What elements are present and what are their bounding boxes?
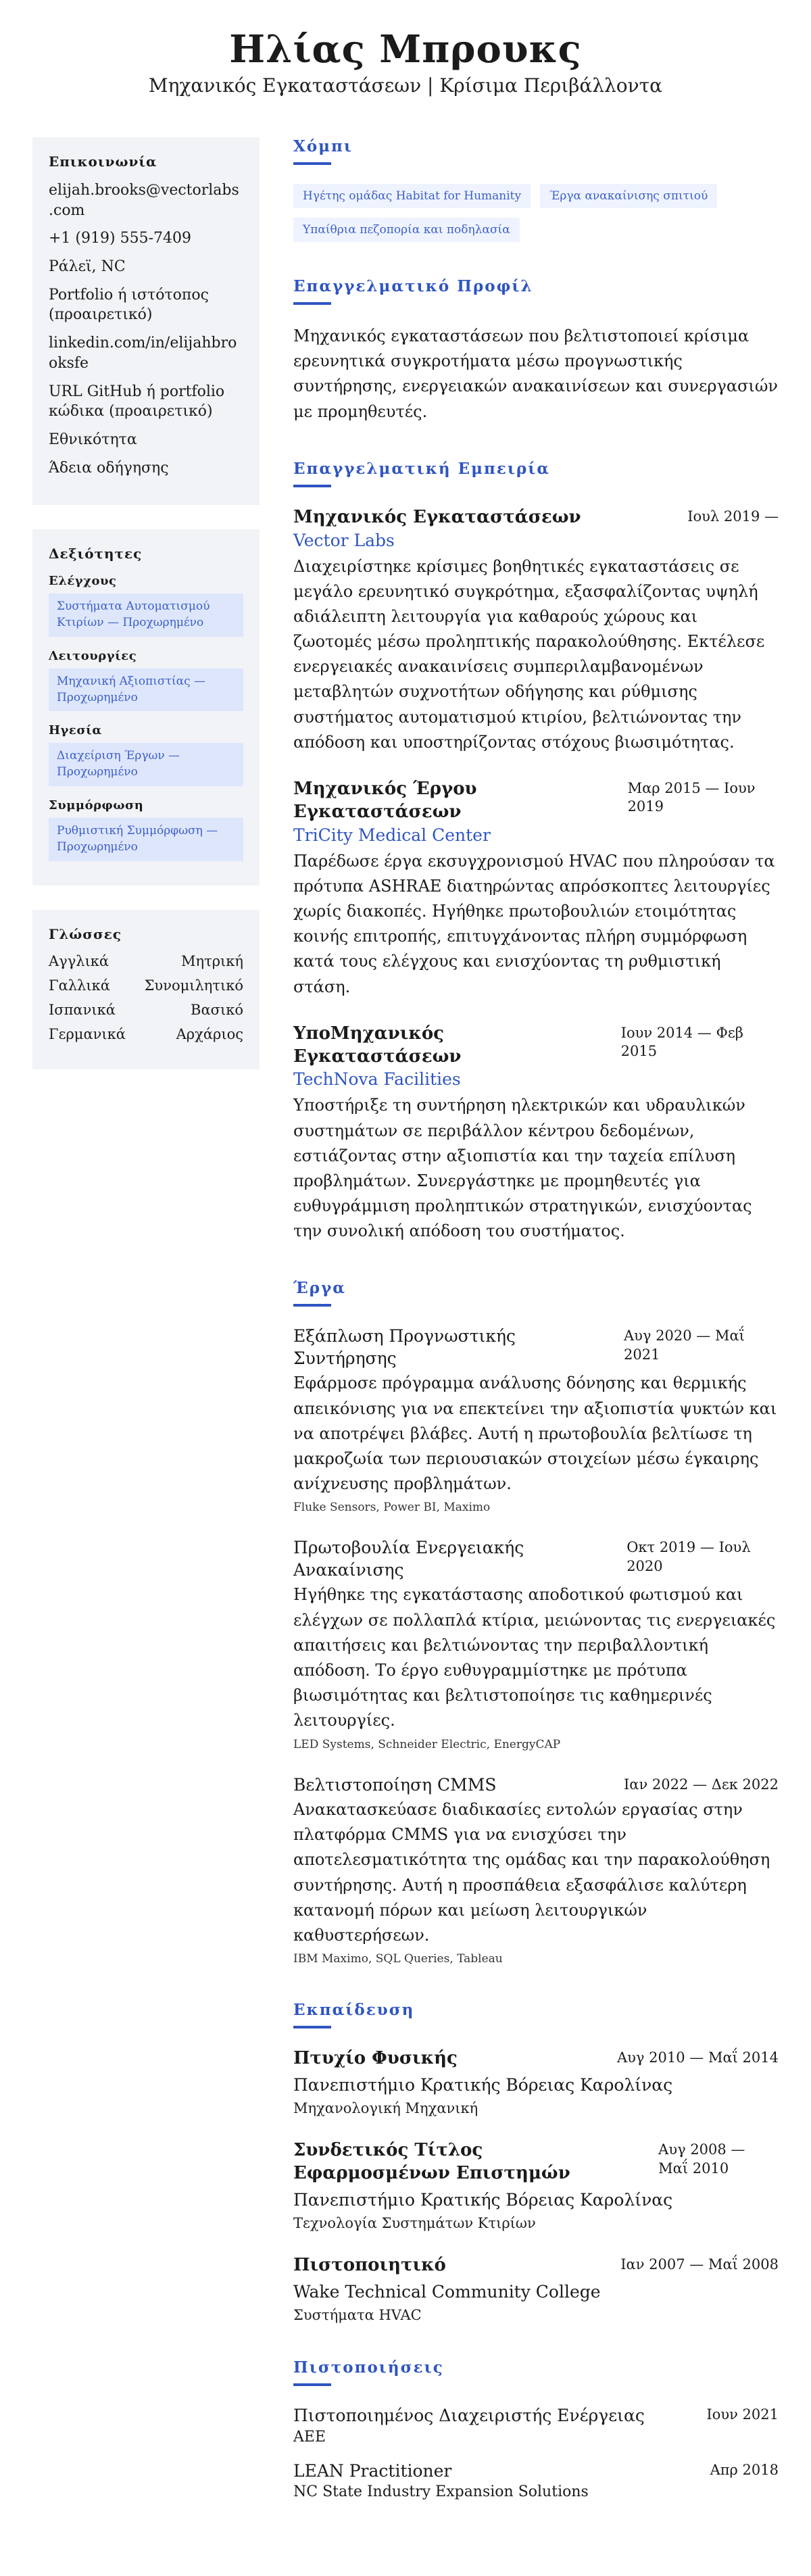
language-name: Ισπανικά (49, 1001, 116, 1018)
skill-chip: Μηχανική Αξιοπιστίας — Προχωρημένο (49, 669, 243, 712)
main-content (293, 137, 779, 2535)
profile-summary: Μηχανικός εγκαταστάσεων που βελτιστοποιεί κρίσιμα ερευνητικά συγκροτήματα μέσω προγνωστικής συντήρησης, ενεργειακών ανακαινίσεων και συνεργασιών με προμηθευτές. (293, 326, 778, 421)
experience-entry (293, 506, 779, 755)
field-of-study: Τεχνολογία Συστημάτων Κτιρίων (293, 2215, 536, 2232)
project-title: Βελτιστοποίηση CMMS (293, 1774, 497, 1795)
education-entry (293, 2139, 779, 2231)
certification-entry (293, 2460, 779, 2501)
job-dates: Ιουν 2014 — Φεβ 2015 (620, 1024, 743, 1060)
project-description: Ανακατασκεύασε διαδικασίες εντολών εργασίας στην πλατφόρμα CMMS για να ενισχύσει την αποτελεσματικότητα της ομάδας και την παρακολούθηση συντήρησης. Αυτή η προσπάθεια εξασφάλισε καλύτερη κατανομή πόρων και μείωση λειτουργικών καθυστερήσεων. (293, 1800, 770, 1945)
certification-issuer: NC State Industry Expansion Solutions (293, 2483, 589, 2501)
language-level: Μητρική (181, 952, 243, 969)
skills-panel (32, 529, 260, 885)
degree-title: Συνδετικός Τίτλος Εφαρμοσμένων Επιστημών (293, 2140, 570, 2184)
contact-location: Ράλεϊ, NC (49, 258, 126, 276)
degree-title: Πτυχίο Φυσικής (293, 2048, 458, 2069)
section-title: Επαγγελματικό Προφίλ (293, 277, 533, 295)
resume-layout (32, 137, 779, 2535)
contact-driving-license: Άδεια οδήγησης (49, 459, 169, 477)
certification-date: Ιουν 2021 (706, 2406, 779, 2423)
certification-info (293, 2460, 589, 2501)
field-of-study: Μηχανολογική Μηχανική (293, 2100, 478, 2117)
certification-name: LEAN Practitioner (293, 2460, 452, 2481)
section-title: Έργα (293, 1279, 346, 1298)
language-name: Αγγλικά (49, 952, 109, 969)
job-title: ΥποΜηχανικός Εγκαταστάσεων (293, 1023, 462, 1067)
certification-name: Πιστοποιημένος Διαχειριστής Ενέργειας (293, 2406, 645, 2426)
project-dates: Οκτ 2019 — Ιουλ 2020 (626, 1539, 751, 1574)
job-title: Μηχανικός Εγκαταστάσεων (293, 506, 581, 527)
section-divider (293, 2026, 331, 2028)
skill-chip: Ρυθμιστική Συμμόρφωση — Προχωρημένο (49, 818, 243, 861)
section-title: Πιστοποιήσεις (293, 2358, 444, 2377)
hobby-tags (293, 184, 779, 242)
entry-header (293, 1326, 779, 1369)
profile-section (293, 277, 779, 424)
hobbies-section (293, 137, 779, 242)
education-entry (293, 2047, 779, 2116)
hobby-tag: Ηγέτης ομάδας Habitat for Humanity (293, 184, 531, 208)
section-divider (293, 1304, 331, 1307)
contact-email[interactable]: elijah.brooks@vectorlabs.com (49, 182, 239, 219)
resume-header (32, 27, 779, 97)
language-row (49, 953, 243, 969)
project-entry (293, 1537, 779, 1751)
section-title: Εκπαίδευση (293, 2001, 415, 2020)
candidate-subtitle: Μηχανικός Εγκαταστάσεων | Κρίσιμα Περιβάλλοντα (148, 74, 663, 97)
education-section (293, 2001, 779, 2323)
entry-header (293, 2047, 779, 2070)
entry-header (293, 2254, 779, 2277)
experience-section (293, 460, 779, 1244)
job-dates: Μαρ 2015 — Ιουν 2019 (627, 780, 756, 815)
section-title: Χόμπι (293, 137, 353, 155)
skill-group-title: Συμμόρφωση (49, 798, 144, 813)
contact-portfolio: Portfolio ή ιστότοπος (προαιρετικό) (49, 286, 209, 324)
skill-group-title: Ηγεσία (49, 723, 102, 738)
contact-nationality: Εθνικότητα (49, 431, 137, 448)
hobby-tag: Υπαίθρια πεζοπορία και ποδηλασία (293, 218, 520, 242)
skill-group-title: Ελέγχους (49, 574, 117, 589)
certification-date: Απρ 2018 (710, 2461, 779, 2478)
section-divider (293, 2383, 331, 2386)
entry-header (293, 778, 779, 824)
section-divider (293, 302, 331, 305)
skill-chip: Συστήματα Αυτοματισμού Κτιρίων — Προχωρημένο (49, 593, 243, 637)
contact-github: URL GitHub ή portfolio κώδικα (προαιρετικό) (49, 383, 225, 420)
certification-issuer: AEE (293, 2428, 326, 2446)
certifications-section (293, 2358, 779, 2500)
education-dates: Αυγ 2010 — Μαΐ 2014 (617, 2049, 779, 2066)
language-name: Γερμανικά (49, 1025, 126, 1042)
skill-group-title: Λειτουργίες (49, 648, 137, 663)
employer-name: TriCity Medical Center (293, 825, 491, 845)
project-entry (293, 1326, 779, 1514)
skills-title: Δεξιότητες (49, 545, 143, 562)
institution-name: Πανεπιστήμιο Κρατικής Βόρειας Καρολίνας (293, 2189, 673, 2210)
contact-linkedin[interactable]: linkedin.com/in/elijahbrooksfe (49, 335, 237, 372)
education-dates: Αυγ 2008 — Μαΐ 2010 (658, 2141, 745, 2177)
candidate-name: Ηλίας Μπρουκς (229, 27, 582, 72)
languages-panel (32, 910, 260, 1069)
employer-name: Vector Labs (293, 530, 395, 550)
education-entry (293, 2254, 779, 2323)
project-description: Ηγήθηκε της εγκατάστασης αποδοτικού φωτισμού και ελέγχων σε πολλαπλά κτίρια, μειώνοντας τις ενεργειακές απαιτήσεις και βελτιώνοντας την περιβαλλοντική απόδοση. Το έργο ευθυγραμμίστηκε με πρότυπα βιωσιμότητας και βελτιστοποίησε τις καθημερινές λειτουργίες. (293, 1585, 776, 1730)
institution-name: Wake Technical Community College (293, 2281, 601, 2302)
project-dates: Ιαν 2022 — Δεκ 2022 (623, 1776, 779, 1793)
project-title: Πρωτοβουλία Ενεργειακής Ανακαίνισης (293, 1538, 524, 1580)
entry-header (293, 2139, 779, 2185)
language-level: Αρχάριος (176, 1025, 243, 1042)
certification-entry (293, 2405, 779, 2446)
field-of-study: Συστήματα HVAC (293, 2307, 422, 2324)
experience-entry (293, 1023, 779, 1244)
hobby-tag: Έργα ανακαίνισης σπιτιού (540, 184, 717, 208)
employer-name: TechNova Facilities (293, 1069, 461, 1090)
project-description: Εφάρμοσε πρόγραμμα ανάλυσης δόνησης και θερμικής απεικόνισης για να επεκτείνει την αξιοπιστία ψυκτών και να αποτρέψει βλάβες. Αυτή η πρωτοβουλία βελτίωσε τη μακροζωία των περιουσιακών στοιχείων μέσω έγκαιρης ανίχνευσης προβλημάτων. (293, 1374, 777, 1494)
entry-header (293, 1023, 779, 1069)
section-divider (293, 485, 331, 487)
experience-entry (293, 778, 779, 1000)
job-title: Μηχανικός Έργου Εγκαταστάσεων (293, 779, 477, 822)
job-description: Υποστήριξε τη συντήρηση ηλεκτρικών και υδραυλικών συστημάτων σε περιβάλλον κέντρου δεδομένων, εστιάζοντας στην αξιοπιστία και την ταχεία επίλυση προβλημάτων. Συνεργάστηκε με προμηθευτές για ευθυγράμμιση προληπτικών στρατηγικών, ενισχύοντας την συνολική απόδοση του συστήματος. (293, 1096, 752, 1241)
contact-phone[interactable]: +1 (919) 555-7409 (49, 230, 191, 247)
certification-info (293, 2405, 645, 2446)
section-divider (293, 162, 331, 165)
degree-title: Πιστοποιητικό (293, 2255, 446, 2276)
project-dates: Αυγ 2020 — Μαΐ 2021 (624, 1328, 745, 1363)
skill-chip: Διαχείριση Έργων — Προχωρημένο (49, 743, 243, 786)
job-dates: Ιουλ 2019 — (687, 508, 779, 525)
entry-header (293, 506, 779, 529)
entry-header (293, 1537, 779, 1581)
project-technologies: Fluke Sensors, Power BI, Maximo (293, 1501, 491, 1515)
project-entry (293, 1774, 779, 1966)
projects-section (293, 1279, 779, 1966)
contact-panel (32, 137, 260, 505)
language-name: Γαλλικά (49, 977, 110, 994)
education-dates: Ιαν 2007 — Μαΐ 2008 (620, 2256, 779, 2273)
languages-title: Γλώσσες (49, 925, 122, 942)
institution-name: Πανεπιστήμιο Κρατικής Βόρειας Καρολίνας (293, 2074, 673, 2095)
language-row (49, 1002, 243, 1018)
job-description: Διαχειρίστηκε κρίσιμες βοηθητικές εγκαταστάσεις σε μεγάλο ερευνητικό συγκρότημα, εξασφαλίζοντας υψηλή αδιάλειπτη λειτουργία για καθαρούς χώρους και ζωοτομές μέσω προληπτικής παρακολούθησης. Εκτέλεσε ενεργειακές ανακαινίσεις συμπεριλαμβανομένων μεταβλητών συχνοτήτων οδήγησης και ρύθμισης συστήματος αυτοματισμού κτιρίου, βελτιώνοντας την απόδοση και υποστηρίζοντας στόχους βιωσιμότητας. (293, 556, 765, 752)
job-description: Παρέδωσε έργα εκσυγχρονισμού HVAC που πληρούσαν τα πρότυπα ASHRAE διατηρώντας απρόσκοπτες λειτουργίες χωρίς διακοπές. Ηγήθηκε πρωτοβουλιών ετοιμότητας κοινής επιτροπής, επιτυγχάνοντας πλήρη συμμόρφωση κατά τους ελέγχους και ενισχύοντας τη ρυθμιστική στάση. (293, 851, 775, 996)
contact-title: Επικοινωνία (49, 153, 157, 170)
language-row (49, 1026, 243, 1042)
entry-header (293, 1774, 779, 1797)
project-technologies: LED Systems, Schneider Electric, EnergyCAP (293, 1737, 561, 1751)
language-level: Συνομιλητικό (144, 977, 243, 994)
sidebar (32, 137, 260, 1094)
language-level: Βασικό (191, 1001, 243, 1018)
project-title: Εξάπλωση Προγνωστικής Συντήρησης (293, 1326, 516, 1368)
section-title: Επαγγελματική Εμπειρία (293, 459, 551, 478)
language-row (49, 977, 243, 994)
project-technologies: IBM Maximo, SQL Queries, Tableau (293, 1952, 503, 1966)
